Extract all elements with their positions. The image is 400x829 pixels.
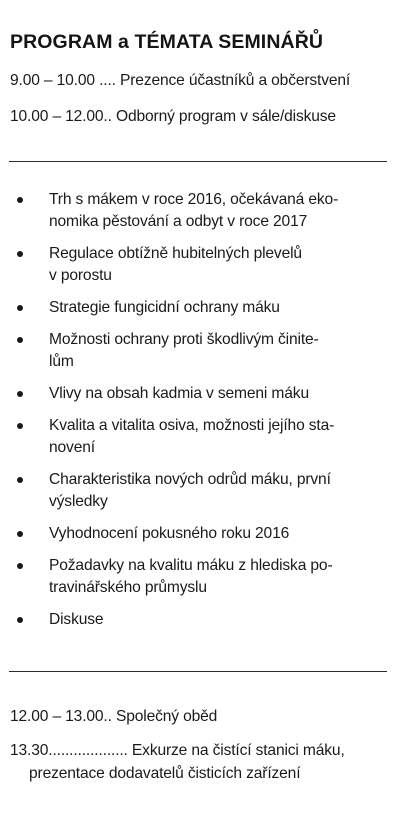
bullet-icon bbox=[17, 251, 23, 257]
list-item: Regulace obtížně hubitelných plevelů v porostu bbox=[0, 243, 400, 287]
list-item: Diskuse bbox=[0, 609, 400, 631]
bullet-icon bbox=[17, 423, 23, 429]
bullet-icon bbox=[17, 531, 23, 537]
list-item: Vyhodnocení pokusného roku 2016 bbox=[0, 523, 400, 545]
schedule-item-lunch: 12.00 – 13.00.. Společný oběd bbox=[10, 708, 218, 725]
list-item: Kvalita a vitalita osiva, možnosti jejího sta- novení bbox=[0, 415, 400, 459]
divider-bottom bbox=[9, 671, 387, 672]
schedule-item-registration: 9.00 – 10.00 .... Prezence účastníků a občerstvení bbox=[10, 72, 351, 89]
list-item: Vlivy na obsah kadmia v semeni máku bbox=[0, 383, 400, 405]
page-title: PROGRAM a TÉMATA SEMINÁŘŮ bbox=[10, 31, 324, 53]
list-item: Strategie fungicidní ochrany máku bbox=[0, 297, 400, 319]
bullet-icon bbox=[17, 391, 23, 397]
list-item: Trh s mákem v roce 2016, očekávaná eko- nomika pěstování a odbyt v roce 2017 bbox=[0, 189, 400, 233]
schedule-item-excursion: 13.30................... Exkurze na čistící stanici máku, bbox=[10, 742, 345, 759]
bullet-icon bbox=[17, 477, 23, 483]
divider-top bbox=[9, 161, 387, 162]
list-item: Možnosti ochrany proti škodlivým činite- lům bbox=[0, 329, 400, 373]
list-item: Charakteristika nových odrůd máku, první výsledky bbox=[0, 469, 400, 513]
schedule-item-program: 10.00 – 12.00.. Odborný program v sále/diskuse bbox=[10, 108, 336, 125]
bullet-icon bbox=[17, 305, 23, 311]
topics-list bbox=[0, 189, 400, 631]
schedule-item-excursion-continued: prezentace dodavatelů čisticích zařízení bbox=[29, 765, 301, 782]
bullet-icon bbox=[17, 563, 23, 569]
bullet-icon bbox=[17, 617, 23, 623]
bullet-icon bbox=[17, 337, 23, 343]
list-item: Požadavky na kvalitu máku z hlediska po- travinářského průmyslu bbox=[0, 555, 400, 599]
bullet-icon bbox=[17, 197, 23, 203]
